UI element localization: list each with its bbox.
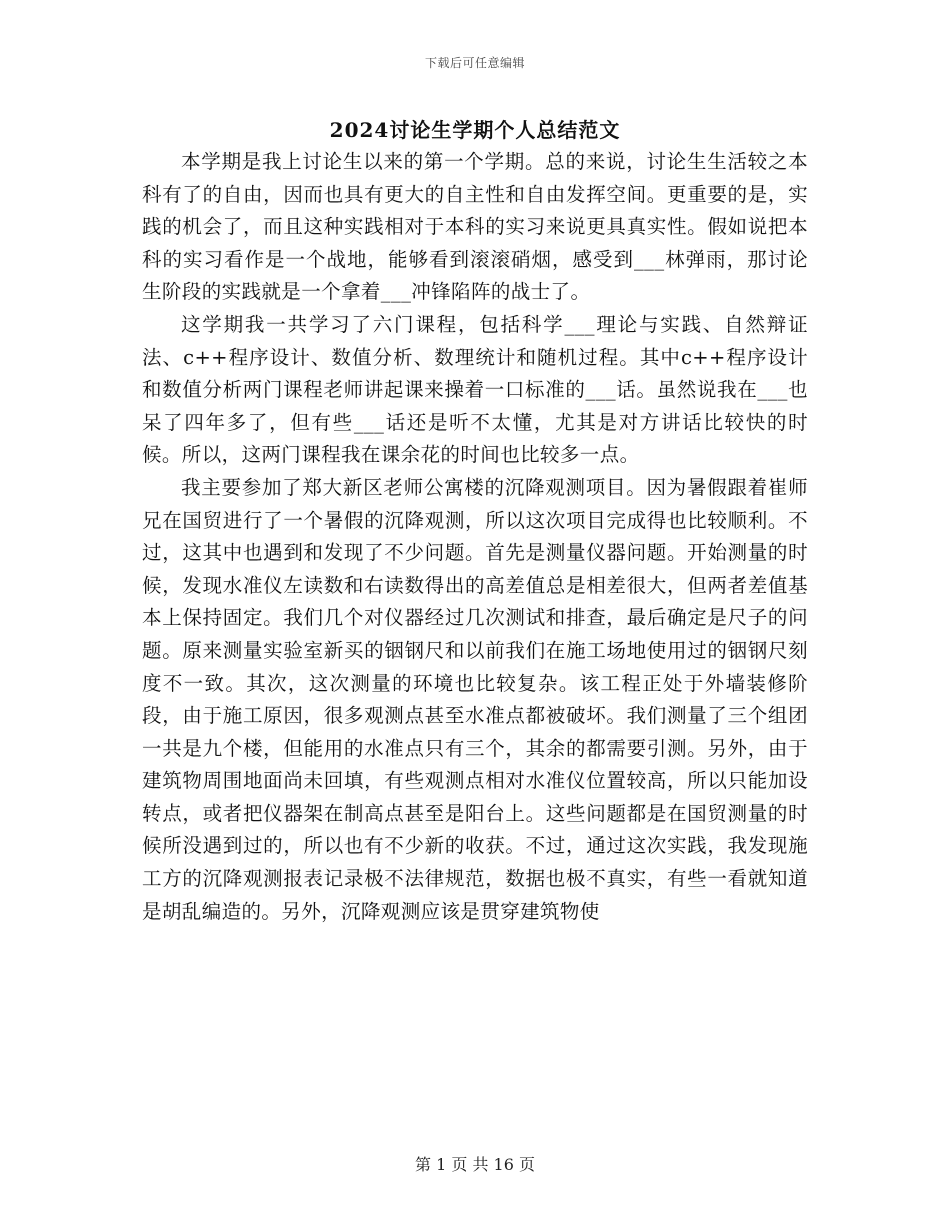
paragraph-2: 这学期我一共学习了六门课程，包括科学___理论与实践、自然辩证法、c++程序设计、数值分析、数理统计和随机过程。其中c++程序设计和数值分析两门课程老师讲起课来操着一口标准的___话。虽然说我在___也呆了四年多了，但有些___话还是听不太懂，尤其是对方讲话比较快的时候。所以，这两门课程我在课余花的时间也比较多一点。 — [142, 312, 808, 467]
paragraph-3: 我主要参加了郑大新区老师公寓楼的沉降观测项目。因为暑假跟着崔师兄在国贸进行了一个暑假的沉降观测，所以这次项目完成得也比较顺利。不过，这其中也遇到和发现了不少问题。首先是测量仪器问题。开始测量的时候，发现水准仪左读数和右读数得出的高差值总是相差很大，但两者差值基本上保持固定。我们几个对仪器经过几次测试和排查，最后确定是尺子的问题。原来测量实验室新买的铟钢尺和以前我们在施工场地使用过的铟钢尺刻度不一致。其次，这次测量的环境也比较复杂。该工程正处于外墙装修阶段，由于施工原因，很多观测点甚至水准点都被破坏。我们测量了三个组团一共是九个楼，但能用的水准点只有三个，其余的都需要引测。另外，由于建筑物周围地面尚未回填，有些观测点相对水准仪位置较高，所以只能加设转点，或者把仪器架在制高点甚至是阳台上。这些问题都是在国贸测量的时候所没遇到过的，所以也有不少新的收获。不过，通过这次实践，我发现施工方的沉降观测报表记录极不法律规范，数据也极不真实，有些一看就知道是胡乱编造的。另外，沉降观测应该是贯穿建筑物使 — [142, 475, 808, 923]
page-header-note: 下载后可任意编辑 — [424, 56, 525, 70]
document-body — [142, 146, 808, 928]
page-number: 第 1 页 共 16 页 — [415, 1155, 535, 1174]
document-title: 2024讨论生学期个人总结范文 — [329, 118, 621, 142]
paragraph-1: 本学期是我上讨论生以来的第一个学期。总的来说，讨论生生活较之本科有了的自由，因而也具有更大的自主性和自由发挥空间。更重要的是，实践的机会了，而且这种实践相对于本科的实习来说更具真实性。假如说把本科的实习看作是一个战地，能够看到滚滚硝烟，感受到___林弹雨，那讨论生阶段的实践就是一个拿着___冲锋陷阵的战士了。 — [142, 150, 808, 304]
